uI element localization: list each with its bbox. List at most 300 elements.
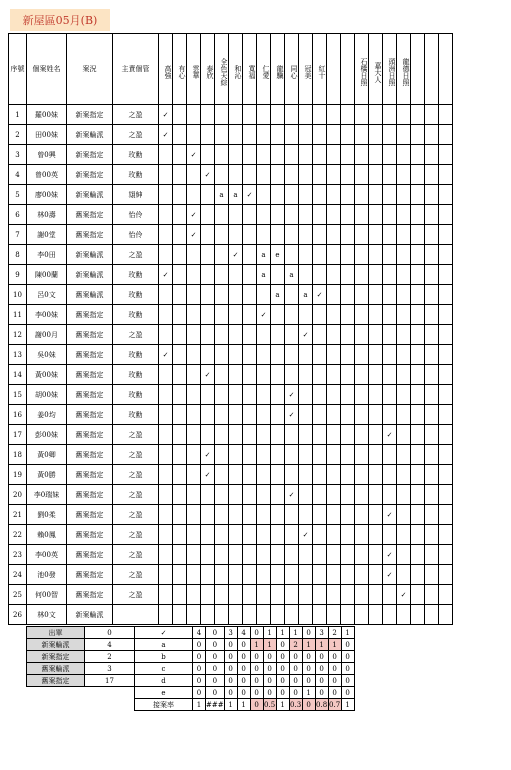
summary-cell: 1 (289, 627, 302, 639)
row-supervisor: 玫勳 (113, 385, 159, 405)
row-mark (285, 465, 299, 485)
row-mark (341, 445, 355, 465)
row-mark (201, 205, 215, 225)
row-mark (201, 345, 215, 365)
row-mark (369, 245, 383, 265)
row-mark (215, 605, 229, 625)
row-mark (411, 145, 425, 165)
summary-cell: 0 (302, 627, 315, 639)
summary-value (85, 699, 135, 711)
row-mark (355, 145, 369, 165)
row-mark (439, 185, 453, 205)
row-mark (383, 185, 397, 205)
row-mark (355, 505, 369, 525)
row-mark (341, 425, 355, 445)
row-mark (215, 325, 229, 345)
row-mark (383, 225, 397, 245)
row-mark (439, 305, 453, 325)
row-mark (159, 365, 173, 385)
row-mark (257, 425, 271, 445)
header-hospital: 泰欣 (201, 34, 215, 105)
row-mark (229, 565, 243, 585)
summary-value (85, 687, 135, 699)
row-mark (411, 525, 425, 545)
row-mark: a (257, 265, 271, 285)
row-mark (215, 205, 229, 225)
row-mark (425, 265, 439, 285)
row-mark (397, 465, 411, 485)
row-mark (341, 185, 355, 205)
row-mark (439, 265, 453, 285)
summary-cell: 0 (250, 627, 263, 639)
row-mark (173, 365, 187, 385)
summary-cell: 0 (224, 639, 237, 651)
row-mark (369, 605, 383, 625)
summary-cell: 0 (237, 663, 250, 675)
row-mark (201, 425, 215, 445)
summary-cell: 0 (341, 687, 354, 699)
header-hospital (341, 34, 355, 105)
row-status: 舊案指定 (67, 585, 113, 605)
table-row (9, 365, 453, 385)
row-name: 何00智 (27, 585, 67, 605)
row-mark (425, 445, 439, 465)
row-mark (215, 285, 229, 305)
summary-cell: 0 (250, 651, 263, 663)
row-mark (285, 165, 299, 185)
row-mark (341, 125, 355, 145)
summary-cell: 0 (341, 675, 354, 687)
row-mark (201, 525, 215, 545)
row-mark (439, 425, 453, 445)
row-mark (425, 585, 439, 605)
row-mark (355, 605, 369, 625)
row-mark (341, 605, 355, 625)
row-mark (383, 385, 397, 405)
row-mark (355, 445, 369, 465)
row-mark (299, 245, 313, 265)
row-mark (355, 225, 369, 245)
row-mark (271, 125, 285, 145)
row-mark (327, 245, 341, 265)
summary-key: c (135, 663, 193, 675)
row-mark (173, 445, 187, 465)
summary-cell: 0 (206, 639, 225, 651)
row-status: 舊案指定 (67, 445, 113, 465)
row-mark: ✓ (243, 185, 257, 205)
row-supervisor: 怡伶 (113, 225, 159, 245)
row-mark (397, 605, 411, 625)
row-mark (411, 265, 425, 285)
row-mark (341, 305, 355, 325)
row-mark (439, 565, 453, 585)
row-mark (187, 165, 201, 185)
row-mark (397, 485, 411, 505)
row-mark (411, 585, 425, 605)
row-mark (187, 305, 201, 325)
row-name: 廖00妹 (27, 185, 67, 205)
row-mark (397, 565, 411, 585)
row-mark (299, 105, 313, 125)
row-mark (369, 225, 383, 245)
row-mark (369, 165, 383, 185)
row-mark (201, 585, 215, 605)
row-mark (313, 105, 327, 125)
table-row (9, 545, 453, 565)
row-mark (243, 545, 257, 565)
row-mark (341, 165, 355, 185)
summary-cell: 1 (263, 627, 276, 639)
row-mark: ✓ (299, 525, 313, 545)
row-mark (341, 245, 355, 265)
table-row (9, 285, 453, 305)
row-name: 池0發 (27, 565, 67, 585)
row-mark (299, 505, 313, 525)
row-mark (439, 225, 453, 245)
row-mark (313, 465, 327, 485)
row-mark (369, 285, 383, 305)
row-mark (397, 125, 411, 145)
row-seq: 24 (9, 565, 27, 585)
row-name: 謝0堂 (27, 225, 67, 245)
row-mark (341, 225, 355, 245)
row-seq: 19 (9, 465, 27, 485)
row-mark (285, 585, 299, 605)
row-mark (313, 525, 327, 545)
row-mark (229, 365, 243, 385)
row-mark (215, 565, 229, 585)
row-mark: ✓ (159, 125, 173, 145)
summary-row (27, 663, 355, 675)
summary-cell: 0 (193, 687, 206, 699)
row-mark (341, 545, 355, 565)
row-mark (243, 405, 257, 425)
row-mark: ✓ (383, 505, 397, 525)
row-mark (383, 365, 397, 385)
row-mark (159, 465, 173, 485)
row-mark (313, 125, 327, 145)
row-mark (425, 385, 439, 405)
row-mark (369, 305, 383, 325)
row-mark (383, 165, 397, 185)
table-row (9, 465, 453, 485)
row-mark (285, 285, 299, 305)
summary-label: 舊案指定 (27, 675, 85, 687)
header-hospital (425, 34, 439, 105)
summary-value: 4 (85, 639, 135, 651)
summary-cell: 0 (341, 639, 354, 651)
summary-label (27, 687, 85, 699)
row-mark (159, 445, 173, 465)
row-mark (439, 325, 453, 345)
row-mark (271, 345, 285, 365)
summary-row (27, 651, 355, 663)
row-mark (229, 505, 243, 525)
row-mark: ✓ (187, 145, 201, 165)
row-mark (355, 125, 369, 145)
row-mark (313, 505, 327, 525)
row-mark (173, 165, 187, 185)
row-mark (159, 485, 173, 505)
row-mark (383, 465, 397, 485)
row-mark (187, 565, 201, 585)
summary-key: 接案率 (135, 699, 193, 711)
row-mark (341, 585, 355, 605)
summary-cell: 0 (315, 663, 328, 675)
summary-cell: 0 (193, 663, 206, 675)
row-mark (299, 385, 313, 405)
table-row (9, 485, 453, 505)
row-name: 林0壽 (27, 205, 67, 225)
row-mark (313, 305, 327, 325)
row-mark (285, 605, 299, 625)
row-mark (411, 405, 425, 425)
row-mark (425, 465, 439, 485)
row-mark (257, 385, 271, 405)
row-mark (327, 565, 341, 585)
row-mark (397, 245, 411, 265)
row-mark: ✓ (159, 265, 173, 285)
row-mark (173, 505, 187, 525)
row-mark (397, 505, 411, 525)
row-mark (173, 205, 187, 225)
row-mark (187, 185, 201, 205)
summary-cell: 0 (276, 687, 289, 699)
row-mark (369, 405, 383, 425)
row-seq: 5 (9, 185, 27, 205)
row-mark (229, 265, 243, 285)
row-mark (327, 105, 341, 125)
row-mark (383, 105, 397, 125)
row-supervisor: 玫勳 (113, 145, 159, 165)
row-mark (285, 525, 299, 545)
row-mark (313, 365, 327, 385)
row-mark (411, 565, 425, 585)
summary-cell: 0.7 (329, 700, 341, 709)
row-mark (397, 445, 411, 465)
row-seq: 6 (9, 205, 27, 225)
row-mark (341, 385, 355, 405)
row-mark (201, 485, 215, 505)
row-mark (425, 145, 439, 165)
row-mark (411, 365, 425, 385)
summary-cell: 0 (224, 687, 237, 699)
page-title: 新屋區05月(B) (10, 9, 110, 31)
row-mark: ✓ (159, 105, 173, 125)
row-mark: ✓ (285, 485, 299, 505)
row-mark (439, 485, 453, 505)
row-mark (257, 445, 271, 465)
row-mark (355, 485, 369, 505)
row-mark (425, 485, 439, 505)
row-mark (383, 345, 397, 365)
summary-cell: 0 (237, 639, 250, 651)
row-mark (215, 385, 229, 405)
row-mark (243, 325, 257, 345)
row-mark (257, 285, 271, 305)
row-mark (201, 265, 215, 285)
row-mark (243, 245, 257, 265)
header-hospital: 龍驥 (271, 34, 285, 105)
header-hospital (327, 34, 341, 105)
row-name: 羅00妹 (27, 105, 67, 125)
row-mark (411, 425, 425, 445)
row-status: 舊案指定 (67, 425, 113, 445)
row-mark (369, 565, 383, 585)
row-mark (383, 445, 397, 465)
row-mark (243, 285, 257, 305)
row-mark (257, 345, 271, 365)
summary-cell: 1 (302, 687, 315, 699)
row-name: 謝00月 (27, 325, 67, 345)
header-name: 個案姓名 (27, 34, 67, 105)
row-mark: ✓ (383, 565, 397, 585)
row-mark (257, 545, 271, 565)
row-mark: ✓ (313, 285, 327, 305)
row-mark (271, 305, 285, 325)
row-mark (201, 305, 215, 325)
row-status: 舊案指定 (67, 545, 113, 565)
summary-cell: 1 (224, 699, 237, 711)
table-row (9, 225, 453, 245)
summary-row (27, 687, 355, 699)
row-seq: 22 (9, 525, 27, 545)
row-mark (173, 485, 187, 505)
table-row (9, 505, 453, 525)
summary-cell: 0 (250, 699, 263, 711)
row-mark (369, 425, 383, 445)
summary-cell: 3 (224, 627, 237, 639)
row-mark (327, 485, 341, 505)
row-status: 舊案指定 (67, 385, 113, 405)
summary-label: 舊案輪派 (27, 663, 85, 675)
row-mark (187, 585, 201, 605)
row-mark (271, 465, 285, 485)
row-mark (173, 605, 187, 625)
row-supervisor: 之盈 (113, 105, 159, 125)
row-mark (341, 365, 355, 385)
row-mark (369, 185, 383, 205)
row-mark (215, 245, 229, 265)
row-mark (383, 585, 397, 605)
row-name: 吳0妹 (27, 345, 67, 365)
row-mark (257, 125, 271, 145)
row-mark (285, 185, 299, 205)
row-mark (187, 545, 201, 565)
row-mark (327, 425, 341, 445)
row-mark (397, 165, 411, 185)
row-mark (341, 345, 355, 365)
row-mark (327, 225, 341, 245)
row-mark (425, 165, 439, 185)
row-mark (243, 485, 257, 505)
row-mark (187, 365, 201, 385)
row-mark (313, 605, 327, 625)
row-mark (243, 225, 257, 245)
row-mark (439, 445, 453, 465)
row-mark (159, 305, 173, 325)
row-mark (425, 565, 439, 585)
row-seq: 18 (9, 445, 27, 465)
row-mark (243, 465, 257, 485)
row-mark: e (271, 245, 285, 265)
row-mark (327, 365, 341, 385)
row-mark (355, 425, 369, 445)
row-mark (299, 265, 313, 285)
summary-cell: 1 (276, 699, 289, 711)
row-mark (285, 105, 299, 125)
row-mark (257, 505, 271, 525)
row-status: 舊案指定 (67, 365, 113, 385)
row-name: 李00英 (27, 545, 67, 565)
row-mark (173, 585, 187, 605)
row-mark (383, 205, 397, 225)
row-mark (201, 385, 215, 405)
row-mark (187, 445, 201, 465)
row-mark (173, 545, 187, 565)
summary-key: a (135, 639, 193, 651)
row-mark (355, 365, 369, 385)
row-mark (397, 385, 411, 405)
row-mark (173, 245, 187, 265)
row-mark (341, 285, 355, 305)
row-mark (285, 445, 299, 465)
row-mark (173, 185, 187, 205)
row-mark (257, 525, 271, 545)
table-row (9, 245, 453, 265)
row-mark (187, 345, 201, 365)
summary-cell: 0 (193, 639, 206, 651)
table-row (9, 265, 453, 285)
table-row (9, 105, 453, 125)
row-supervisor: 之盈 (113, 585, 159, 605)
row-status: 新案輪派 (67, 125, 113, 145)
row-status: 舊案指定 (67, 325, 113, 345)
summary-cell: 0.8 (316, 700, 328, 709)
row-mark (173, 385, 187, 405)
row-mark (271, 165, 285, 185)
row-mark (159, 565, 173, 585)
summary-key: b (135, 651, 193, 663)
row-mark (229, 345, 243, 365)
row-mark (369, 145, 383, 165)
header-hospital: 龍德日照 (397, 34, 411, 105)
summary-cell: 0 (193, 675, 206, 687)
summary-cell: 0 (276, 639, 289, 651)
row-mark (355, 245, 369, 265)
row-seq: 23 (9, 545, 27, 565)
row-mark (187, 425, 201, 445)
row-mark (425, 245, 439, 265)
row-mark (439, 465, 453, 485)
row-mark (313, 265, 327, 285)
row-supervisor: 玫勳 (113, 165, 159, 185)
summary-cell: 0 (328, 663, 341, 675)
row-mark (229, 545, 243, 565)
row-mark (299, 205, 313, 225)
row-mark (383, 265, 397, 285)
summary-cell: 0 (250, 663, 263, 675)
row-mark (257, 405, 271, 425)
row-mark (257, 105, 271, 125)
row-mark (369, 545, 383, 565)
row-mark (159, 325, 173, 345)
row-mark (257, 485, 271, 505)
row-mark (341, 105, 355, 125)
row-mark (285, 225, 299, 245)
row-status: 新案輪派 (67, 245, 113, 265)
row-supervisor: 之盈 (113, 545, 159, 565)
